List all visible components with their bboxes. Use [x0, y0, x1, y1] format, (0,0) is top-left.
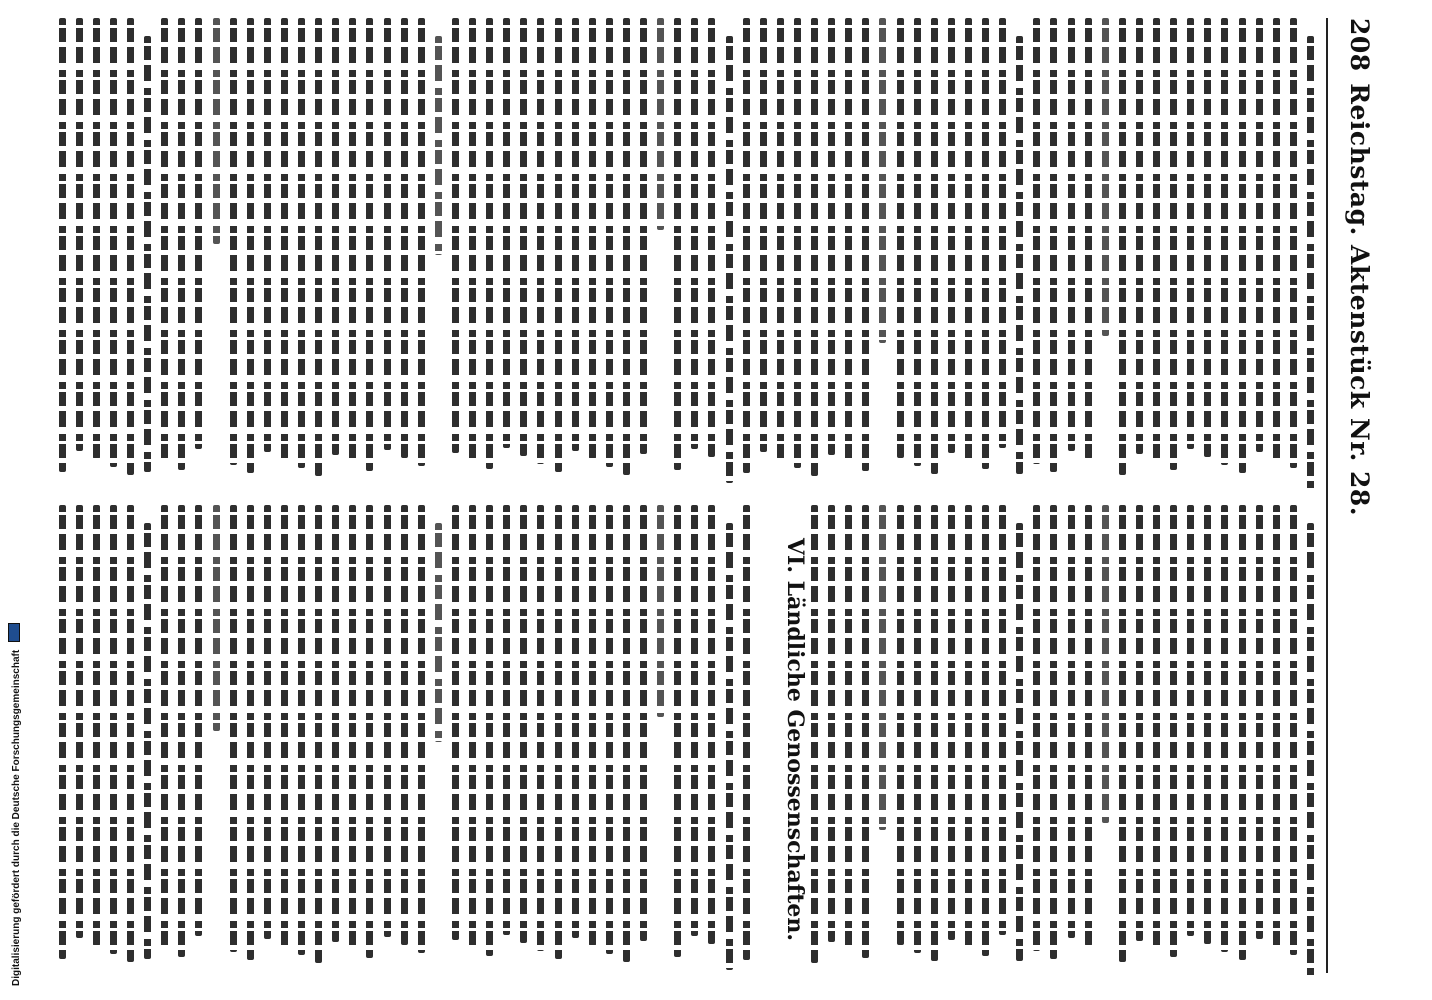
text-line [1239, 18, 1246, 473]
text-line [418, 18, 425, 466]
text-line [726, 36, 733, 483]
text-line [623, 18, 630, 475]
text-line [1136, 505, 1143, 941]
text-line [486, 18, 493, 469]
text-line [264, 505, 271, 939]
text-line [880, 18, 887, 343]
text-line [332, 505, 339, 942]
text-line [1273, 18, 1280, 460]
text-line [1051, 18, 1058, 472]
text-line [965, 505, 972, 948]
text-line [503, 18, 510, 448]
text-line [59, 505, 66, 959]
text-line [555, 18, 562, 472]
text-line [999, 505, 1006, 935]
text-line [298, 505, 305, 955]
text-line [640, 505, 647, 941]
text-line [1273, 505, 1280, 947]
text-line [948, 18, 955, 453]
text-line [1016, 36, 1023, 474]
text-line [1256, 505, 1263, 939]
text-line [538, 505, 545, 951]
text-line [743, 18, 750, 473]
text-line [520, 18, 527, 456]
text-line [640, 18, 647, 454]
text-line [59, 18, 66, 472]
text-line [1153, 18, 1160, 462]
text-line [1051, 505, 1058, 959]
text-line [691, 18, 698, 449]
header-rule [1326, 18, 1328, 973]
text-line [1170, 505, 1177, 957]
text-line [332, 18, 339, 455]
text-line [401, 18, 408, 458]
text-line [213, 18, 220, 244]
digitization-credit-text: Digitalisierung gefördert durch die Deutsche Forschungsgemeinschaft [11, 649, 22, 986]
text-line [1307, 36, 1314, 488]
text-line [418, 505, 425, 953]
section-title: VI. Ländliche Genossenschaften. [782, 537, 808, 942]
text-line [657, 505, 664, 717]
left-text-column [22, 18, 1322, 488]
text-line [1102, 18, 1109, 336]
text-line [948, 505, 955, 940]
text-line [178, 505, 185, 957]
text-line [845, 18, 852, 463]
text-line [349, 18, 356, 463]
text-line [93, 505, 100, 946]
text-line [828, 18, 835, 455]
text-line [982, 18, 989, 469]
text-line [709, 505, 716, 944]
text-line [1033, 18, 1040, 464]
text-line [469, 505, 476, 948]
text-line [760, 18, 767, 452]
text-line [435, 523, 442, 742]
text-line [1068, 18, 1075, 451]
text-line [367, 505, 374, 958]
text-line [999, 18, 1006, 448]
text-line [196, 18, 203, 449]
text-line [93, 18, 100, 459]
dfg-logo-icon [8, 623, 20, 642]
text-line [281, 505, 288, 947]
text-line [811, 505, 818, 963]
text-line [1239, 505, 1246, 960]
text-line [914, 18, 921, 466]
text-line [1085, 18, 1092, 459]
text-line [469, 18, 476, 461]
page-header [1340, 18, 1374, 968]
text-line [110, 18, 117, 467]
text-line [845, 505, 852, 950]
text-line [178, 18, 185, 470]
text-line [486, 505, 493, 956]
text-line [452, 505, 459, 940]
text-line [794, 18, 801, 468]
text-line [1187, 18, 1194, 449]
text-line [247, 18, 254, 473]
text-line [1153, 505, 1160, 949]
text-line [931, 505, 938, 961]
text-line [589, 18, 596, 459]
text-line [1222, 505, 1229, 952]
text-line [1307, 523, 1314, 975]
text-line [880, 505, 887, 830]
text-line [1102, 505, 1109, 823]
text-line [1016, 523, 1023, 961]
text-line [1170, 18, 1177, 470]
text-line [196, 505, 203, 936]
text-line [127, 505, 134, 962]
right-text-column [22, 505, 1322, 975]
text-line [606, 505, 613, 954]
text-line [315, 505, 322, 963]
text-line [1136, 18, 1143, 454]
text-line [213, 505, 220, 731]
text-line [127, 18, 134, 475]
text-line [572, 505, 579, 938]
text-line [538, 18, 545, 464]
text-line [862, 505, 869, 958]
text-line [76, 18, 83, 451]
text-line [401, 505, 408, 945]
text-line [161, 18, 168, 462]
text-line [349, 505, 356, 950]
text-line [1068, 505, 1075, 938]
text-line [1290, 505, 1297, 955]
text-line [384, 505, 391, 937]
text-line [435, 36, 442, 255]
text-line [862, 18, 869, 471]
text-line [931, 18, 938, 474]
text-line [897, 505, 904, 945]
rotated-newspaper-page [16, 0, 1416, 1000]
text-line [1256, 18, 1263, 452]
text-line [572, 18, 579, 451]
text-line [247, 505, 254, 960]
text-line [777, 18, 784, 460]
text-line [367, 18, 374, 471]
text-line [230, 18, 237, 465]
text-line [1033, 505, 1040, 951]
text-line [674, 18, 681, 470]
text-line [726, 523, 733, 970]
text-line [315, 18, 322, 476]
text-line [691, 505, 698, 936]
text-line [555, 505, 562, 959]
text-line [520, 505, 527, 943]
text-line [144, 523, 151, 959]
text-line [384, 18, 391, 450]
text-line [1222, 18, 1229, 465]
text-line [914, 505, 921, 953]
digitization-credit [8, 0, 22, 986]
text-line [606, 18, 613, 467]
text-line [674, 505, 681, 957]
text-line [657, 18, 664, 230]
text-line [897, 18, 904, 458]
text-line [982, 505, 989, 956]
text-line [1119, 505, 1126, 962]
text-line [452, 18, 459, 453]
text-line [281, 18, 288, 460]
text-line [161, 505, 168, 949]
text-line [965, 18, 972, 461]
text-line [503, 505, 510, 935]
text-line [230, 505, 237, 952]
text-line [1290, 18, 1297, 468]
text-line [589, 505, 596, 946]
text-line [828, 505, 835, 942]
text-line [709, 18, 716, 457]
text-line [811, 18, 818, 476]
text-line [1187, 505, 1194, 936]
text-line [76, 505, 83, 938]
text-line [743, 505, 750, 960]
text-line [264, 18, 271, 452]
text-line [1204, 18, 1211, 457]
text-line [144, 36, 151, 472]
text-line [1119, 18, 1126, 475]
text-line [623, 505, 630, 962]
text-line [110, 505, 117, 954]
page-number: 208 [1345, 18, 1374, 72]
text-line [1085, 505, 1092, 946]
text-line [1204, 505, 1211, 944]
text-line [298, 18, 305, 468]
page-header-title: Reichstag. Aktenstück Nr. 28. [1345, 83, 1374, 517]
